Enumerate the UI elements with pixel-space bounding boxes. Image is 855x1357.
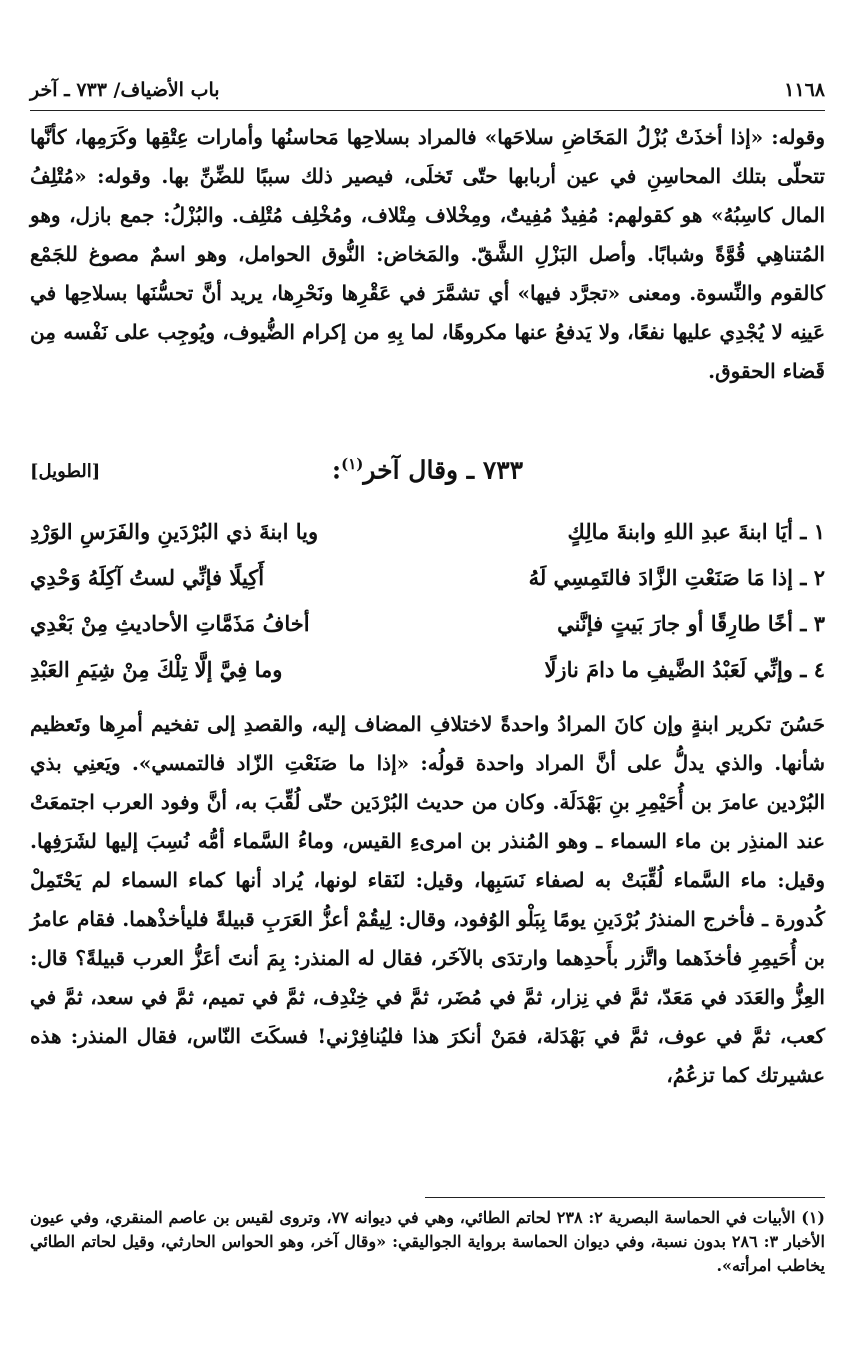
verse-second-hemistich: أخافُ مَذَمَّاتِ الأحاديثِ مِنْ بَعْدِي <box>30 610 310 636</box>
verse-line <box>30 600 825 646</box>
poem-heading <box>30 455 825 501</box>
intro-paragraph-block <box>30 118 825 391</box>
commentary-paragraph: حَسُنَ تكرير ابنةٍ وإن كانَ المرادُ واحدةً لاختلافِ المضاف إليه، والقصدِ إلى تفخيم أمرِها وتَعظيم شأنها. والذي يدلُّ على أنَّ المراد واحدة قولُه: «إذا ما صَنَعْتِ الزّاد فالتمسي». ويَعنِي بذي البُرْدين عامرَ بن أُحَيْمِرِ بنِ بَهْدَلَة. وكان من حديث البُرْدَين حتّى لُقِّبَ به، أنَّ وفود العرب اجتمعَتْ عند المنذِر بن ماء السماء ـ وهو المُنذر بن امرىءِ القيس، وماءُ السَّماء أمُّه نُسِبَ إليها لشَرَفِها. وقيل: ماء السَّماء لُقِّبَتْ به لصفاء نَسَبِها، وقيل: لنَقاء لونها، يُراد أنها كماء السماء لم يَحْتَمِلْ كُدورة ـ فأخرج المنذرُ بُرْدَينِ يومًا بِبَلْو الوُفود، وقال: لِيقُمْ أعزُّ العَرَبِ قبيلةً فليأخذْهما. فقام عامرُ بن أُحَيمِرِ فأخذَهما واتَّزر بأَحدِهما وارتدَى بالآخَر، فقال له المنذر: بِمَ أنتَ أعَزُّ العرب قبيلةً؟ قال: العِزُّ والعَدَد في مَعَدّ، ثمَّ في نِزار، ثمَّ في مُضَر، ثمَّ في خِنْدِف، ثمَّ في تميم، ثمَّ في سعد، ثمَّ في كعب، ثمَّ في عوف، ثمَّ في بَهْدَلة، فمَنْ أنكرَ هذا فليُنافِرْني! فسكَتَ النّاس، فقال المنذر: هذه عشيرتك كما تزعُمُ، <box>30 712 825 1087</box>
running-header <box>30 70 825 110</box>
page-number: ١١٦٨ <box>784 79 825 101</box>
verse-line <box>30 646 825 692</box>
section-title: باب الأضياف/ ٧٣٣ ـ آخر <box>30 79 220 101</box>
verse-second-hemistich: أَكِيلًا فإنِّي لستُ آكِلَهُ وَحْدِي <box>30 564 265 590</box>
footnote-reference: (١) <box>341 455 364 473</box>
commentary-block <box>30 705 825 1095</box>
header-divider <box>30 110 825 111</box>
verse-second-hemistich: وما فِيَّ إلَّا تِلْكَ مِنْ شِيَمِ العَبْدِ <box>30 656 283 682</box>
footnotes-block <box>30 1206 825 1278</box>
verse-line <box>30 554 825 600</box>
footnote-text: (١) الأبيات في الحماسة البصرية ٢: ٢٣٨ لحاتم الطائي، وهي في ديوانه ٧٧، وتروى لقيس بن عاصم المنقري، وفي عيون الأخبار ٣: ٢٨٦ بدون نسبة، وفي ديوان الحماسة برواية الجواليقي: «وقال آخر، وهو الحواس الحارثي، وقيل لحاتم الطائي يخاطب امرأته». <box>30 1208 825 1275</box>
verse-first-hemistich: ٣ ـ أخًا طارِقًا أو جارَ بَيتٍ فإنَّني <box>557 610 825 636</box>
verse-first-hemistich: ٢ ـ إذا مَا صَنَعْتِ الزَّادَ فالتَمِسِي لَهُ <box>528 564 825 590</box>
poem-title-text: ٧٣٣ ـ وقال آخر <box>363 455 524 485</box>
poem-title <box>30 455 825 484</box>
footnote-divider <box>425 1197 825 1198</box>
verse-first-hemistich: ١ ـ أيَا ابنةَ عبدِ اللهِ وابنةَ مالِكٍ <box>567 518 825 544</box>
poem-verses <box>30 508 825 692</box>
poem-meter: [الطويل] <box>30 461 101 482</box>
poem-title-colon: : <box>331 455 342 485</box>
intro-paragraph: وقوله: «إذا أخذَتْ بُزْلُ المَخَاضِ سلاحَها» فالمراد بسلاحِها مَحاسنُها وأمارات عِتْقِها وكَرَمِها، كأنَّها تتحلّى بتلك المحاسِنِ في عين أربابها حتّى تَخلَى، فيصير ذلك سببًا للضِّنِّ بها. وقوله: «مُتْلِفُ المال كاسِبُهُ» هو كقولهم: مُفِيدٌ مُفِيتٌ، ومِخْلاف مِتْلاف، ومُخْلِف مُتْلِف. والبُزْلُ: جمع بازل، وهو المُتناهِي قُوَّةً وشبابًا. وأصل البَزْلِ الشَّقّ. والمَخاض: النُّوق الحوامل، وهو اسمٌ مصوغ للجَمْع كالقوم والنِّسوة. ومعنى «تجرَّد فيها» أي تشمَّرَ في عَقْرِها ونَحْرِها، يريد أنَّ تحسُّنَها بسلاحِها في عَينِه لا يُجْدِي عليها نفعًا، ولا يَدفعُ عنها مكروهًا، لما بِهِ من إكرام الضُّيوف، ويُوجِب على نَفْسه مِن قَضاء الحقوق. <box>30 125 825 383</box>
verse-first-hemistich: ٤ ـ وإنِّي لَعَبْدُ الضَّيفِ ما دامَ نازلًا <box>544 656 825 682</box>
verse-second-hemistich: ويا ابنةَ ذي البُرْدَينِ والفَرَسِ الوَرْدِ <box>30 518 319 544</box>
verse-line <box>30 508 825 554</box>
